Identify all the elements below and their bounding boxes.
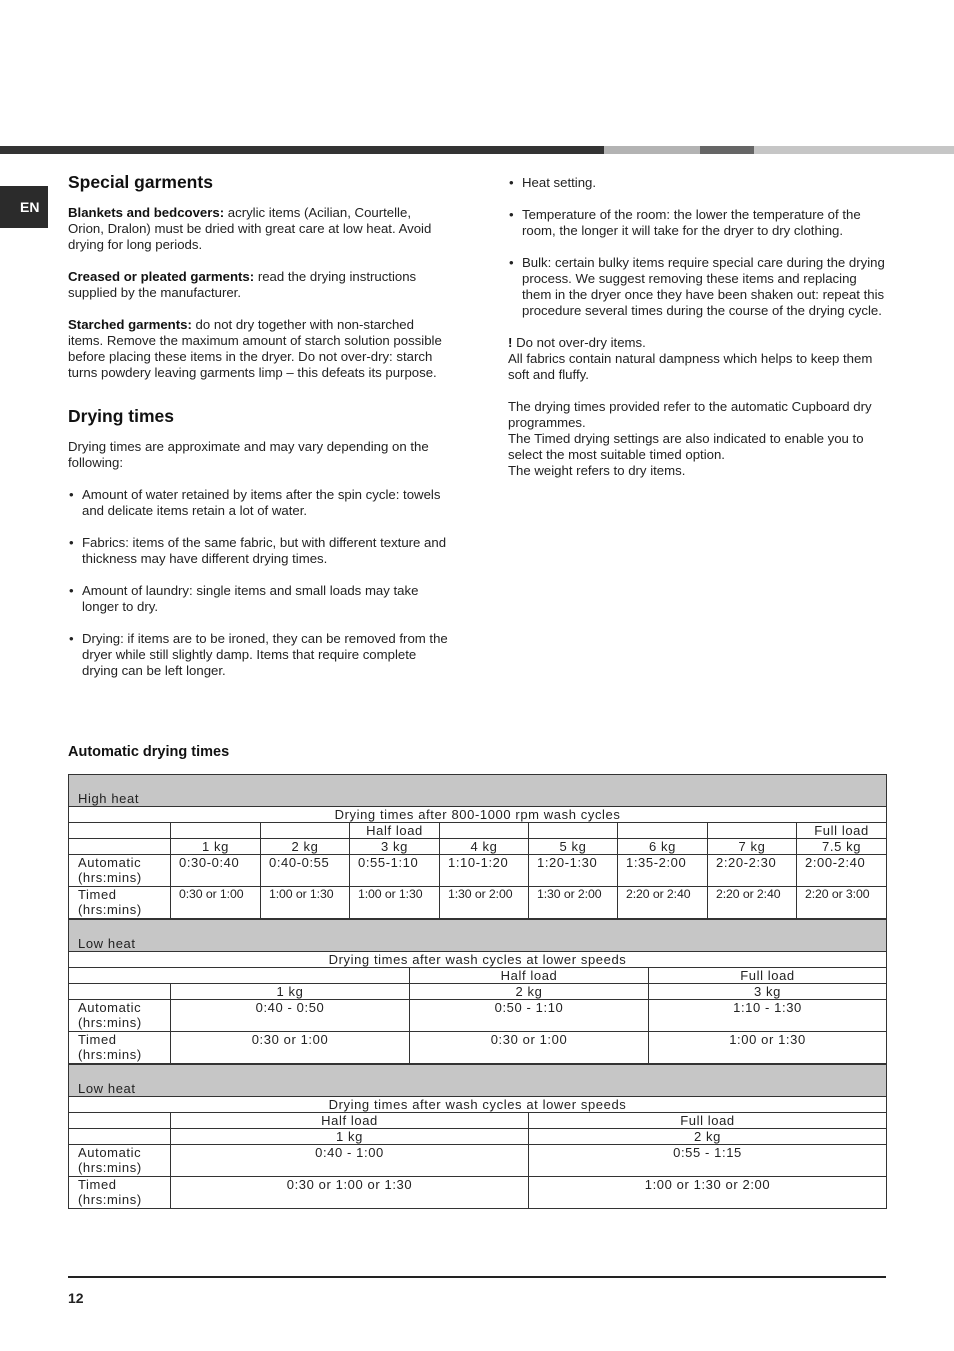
list-item: • Heat setting. (508, 175, 888, 191)
timed-label: Timed (78, 887, 117, 902)
empty-cell (618, 823, 708, 839)
weight-cell: 7.5 kg (797, 839, 887, 855)
weight-cell: 1 kg (171, 839, 261, 855)
empty-cell (261, 823, 350, 839)
time-cell: 1:00 or 1:30 or 2:00 (529, 1177, 887, 1209)
empty-cell (69, 823, 171, 839)
header-bar-light-right (754, 146, 954, 154)
drying-intro: Drying times are approximate and may vary depending on the following: (68, 439, 429, 470)
right-column (508, 175, 888, 495)
header-bar-light (604, 146, 700, 154)
automatic-label: Automatic (78, 1145, 142, 1160)
drying-times-tables (68, 774, 886, 1209)
header-color-bar (0, 146, 954, 154)
starched-label: Starched garments: (68, 317, 192, 332)
empty-cell (69, 1129, 171, 1145)
table-row (69, 1032, 887, 1064)
header-bar-dark (0, 146, 604, 154)
drying-times-heading: Drying times (68, 406, 174, 426)
list-item: • Amount of water retained by items after the spin cycle: towels and delicate items retain a lot of water. (68, 487, 448, 519)
empty-cell (529, 823, 618, 839)
timed-label: Timed (78, 1177, 117, 1192)
time-cell: 0:30 or 1:00 (171, 887, 261, 919)
time-cell: 2:20 or 2:40 (708, 887, 797, 919)
time-cell: 2:20 or 2:40 (618, 887, 708, 919)
high-heat-table (68, 774, 887, 919)
time-cell: 1:00 or 1:30 (350, 887, 440, 919)
time-cell: 1:00 or 1:30 (649, 1032, 887, 1064)
left-column (68, 171, 448, 695)
table-row (69, 1177, 887, 1209)
empty-cell (69, 968, 410, 984)
weight-cell: 6 kg (618, 839, 708, 855)
weight-cell: 2 kg (529, 1129, 887, 1145)
unit-label: (hrs:mins) (78, 902, 142, 917)
list-item: • Drying: if items are to be ironed, they can be removed from the dryer while still slightly damp. Items that require complete drying can be left longer. (68, 631, 448, 679)
full-load-label: Full load (529, 1113, 887, 1129)
time-cell: 0:30 or 1:00 (171, 1032, 410, 1064)
warning-text: Do not over-dry items. (512, 335, 646, 350)
time-cell: 1:20-1:30 (529, 855, 618, 887)
timed-label: Timed (78, 1032, 117, 1047)
automatic-drying-times-heading: Automatic drying times (68, 744, 230, 760)
weight-cell: 1 kg (171, 984, 410, 1000)
table-row (69, 1000, 887, 1032)
overdry-warning (508, 335, 888, 383)
low-heat-table-2kg (68, 1064, 887, 1209)
time-cell: 0:40-0:55 (261, 855, 350, 887)
high-heat-caption: Drying times after 800-1000 rpm wash cycles (69, 807, 887, 823)
time-cell: 0:30-0:40 (171, 855, 261, 887)
full-load-label: Full load (797, 823, 887, 839)
empty-cell (69, 1113, 171, 1129)
time-cell: 1:10 - 1:30 (649, 1000, 887, 1032)
low-heat-band: Low heat (69, 920, 887, 952)
time-cell: 0:40 - 1:00 (171, 1145, 529, 1177)
empty-cell (69, 839, 171, 855)
half-load-label: Half load (171, 1113, 529, 1129)
creased-text: read the drying instructions supplied by the manufacturer. (68, 269, 417, 300)
time-cell: 2:20 or 3:00 (797, 887, 887, 919)
row-label (69, 1145, 171, 1177)
low-heat-band: Low heat (69, 1065, 887, 1097)
creased-paragraph (68, 269, 448, 301)
row-label (69, 1000, 171, 1032)
empty-cell (708, 823, 797, 839)
automatic-label: Automatic (78, 1000, 142, 1015)
high-heat-band: High heat (69, 775, 887, 807)
blankets-paragraph (68, 205, 448, 253)
drying-notes (508, 399, 888, 479)
weight-cell: 2 kg (410, 984, 649, 1000)
unit-label: (hrs:mins) (78, 1047, 142, 1062)
row-label (69, 1032, 171, 1064)
unit-label: (hrs:mins) (78, 1192, 142, 1207)
row-label (69, 855, 171, 887)
language-tab: EN (0, 186, 48, 228)
note-cupboard: The drying times provided refer to the automatic Cupboard dry programmes. (508, 399, 872, 430)
low-heat-caption: Drying times after wash cycles at lower speeds (69, 1097, 887, 1113)
list-item: • Bulk: certain bulky items require special care during the drying process. We suggest removing these items and replacing them in the dryer once they have been shaken out: repeat this procedure several times during the course of the drying cycle. (508, 255, 888, 319)
page-number: 12 (68, 1290, 84, 1306)
blankets-text: acrylic items (Acilian, Courtelle, Orion, Dralon) must be dried with great care at low heat. Avoid drying for long periods. (68, 205, 432, 252)
footer-rule (68, 1276, 886, 1278)
creased-label: Creased or pleated garments: (68, 269, 255, 284)
unit-label: (hrs:mins) (78, 1015, 142, 1030)
time-cell: 0:55 - 1:15 (529, 1145, 887, 1177)
list-item: • Fabrics: items of the same fabric, but with different texture and thickness may have different drying times. (68, 535, 448, 567)
time-cell: 1:30 or 2:00 (529, 887, 618, 919)
warning-detail: All fabrics contain natural dampness which helps to keep them soft and fluffy. (508, 351, 873, 382)
drying-factors-list (68, 487, 448, 679)
time-cell: 1:35-2:00 (618, 855, 708, 887)
table-row (69, 1145, 887, 1177)
weight-cell: 5 kg (529, 839, 618, 855)
time-cell: 2:00-2:40 (797, 855, 887, 887)
time-cell: 1:30 or 2:00 (440, 887, 529, 919)
weight-cell: 3 kg (649, 984, 887, 1000)
weight-cell: 4 kg (440, 839, 529, 855)
time-cell: 2:20-2:30 (708, 855, 797, 887)
time-cell: 0:40 - 0:50 (171, 1000, 410, 1032)
time-cell: 1:10-1:20 (440, 855, 529, 887)
starched-paragraph (68, 317, 448, 381)
weight-cell: 2 kg (261, 839, 350, 855)
low-heat-caption: Drying times after wash cycles at lower speeds (69, 952, 887, 968)
list-item: • Amount of laundry: single items and small loads may take longer to dry. (68, 583, 448, 615)
half-load-label: Half load (350, 823, 440, 839)
row-label (69, 887, 171, 919)
automatic-label: Automatic (78, 855, 142, 870)
empty-cell (171, 823, 261, 839)
time-cell: 1:00 or 1:30 (261, 887, 350, 919)
low-heat-table-3kg (68, 919, 887, 1064)
list-item: • Temperature of the room: the lower the temperature of the room, the longer it will take for the dryer to dry clothing. (508, 207, 888, 239)
row-label (69, 1177, 171, 1209)
table-row (69, 887, 887, 919)
full-load-label: Full load (649, 968, 887, 984)
time-cell: 0:50 - 1:10 (410, 1000, 649, 1032)
warning-mark: ! (508, 335, 513, 350)
time-cell: 0:30 or 1:00 or 1:30 (171, 1177, 529, 1209)
note-weight: The weight refers to dry items. (508, 463, 686, 478)
empty-cell (69, 984, 171, 1000)
weight-cell: 1 kg (171, 1129, 529, 1145)
weight-cell: 3 kg (350, 839, 440, 855)
note-timed: The Timed drying settings are also indicated to enable you to select the most suitable timed option. (508, 431, 864, 462)
starched-text: do not dry together with non-starched items. Remove the maximum amount of starch solution possible before placing these items in the dryer. Do not over-dry: starch turns powdery leaving garments limp – this defeats its purpose. (68, 317, 442, 380)
unit-label: (hrs:mins) (78, 870, 142, 885)
blankets-label: Blankets and bedcovers: (68, 205, 225, 220)
half-load-label: Half load (410, 968, 649, 984)
special-garments-heading: Special garments (68, 172, 213, 192)
table-row (69, 855, 887, 887)
unit-label: (hrs:mins) (78, 1160, 142, 1175)
time-cell: 0:55-1:10 (350, 855, 440, 887)
header-bar-mid (700, 146, 754, 154)
empty-cell (440, 823, 529, 839)
drying-factors-list-continued (508, 175, 888, 319)
weight-cell: 7 kg (708, 839, 797, 855)
time-cell: 0:30 or 1:00 (410, 1032, 649, 1064)
